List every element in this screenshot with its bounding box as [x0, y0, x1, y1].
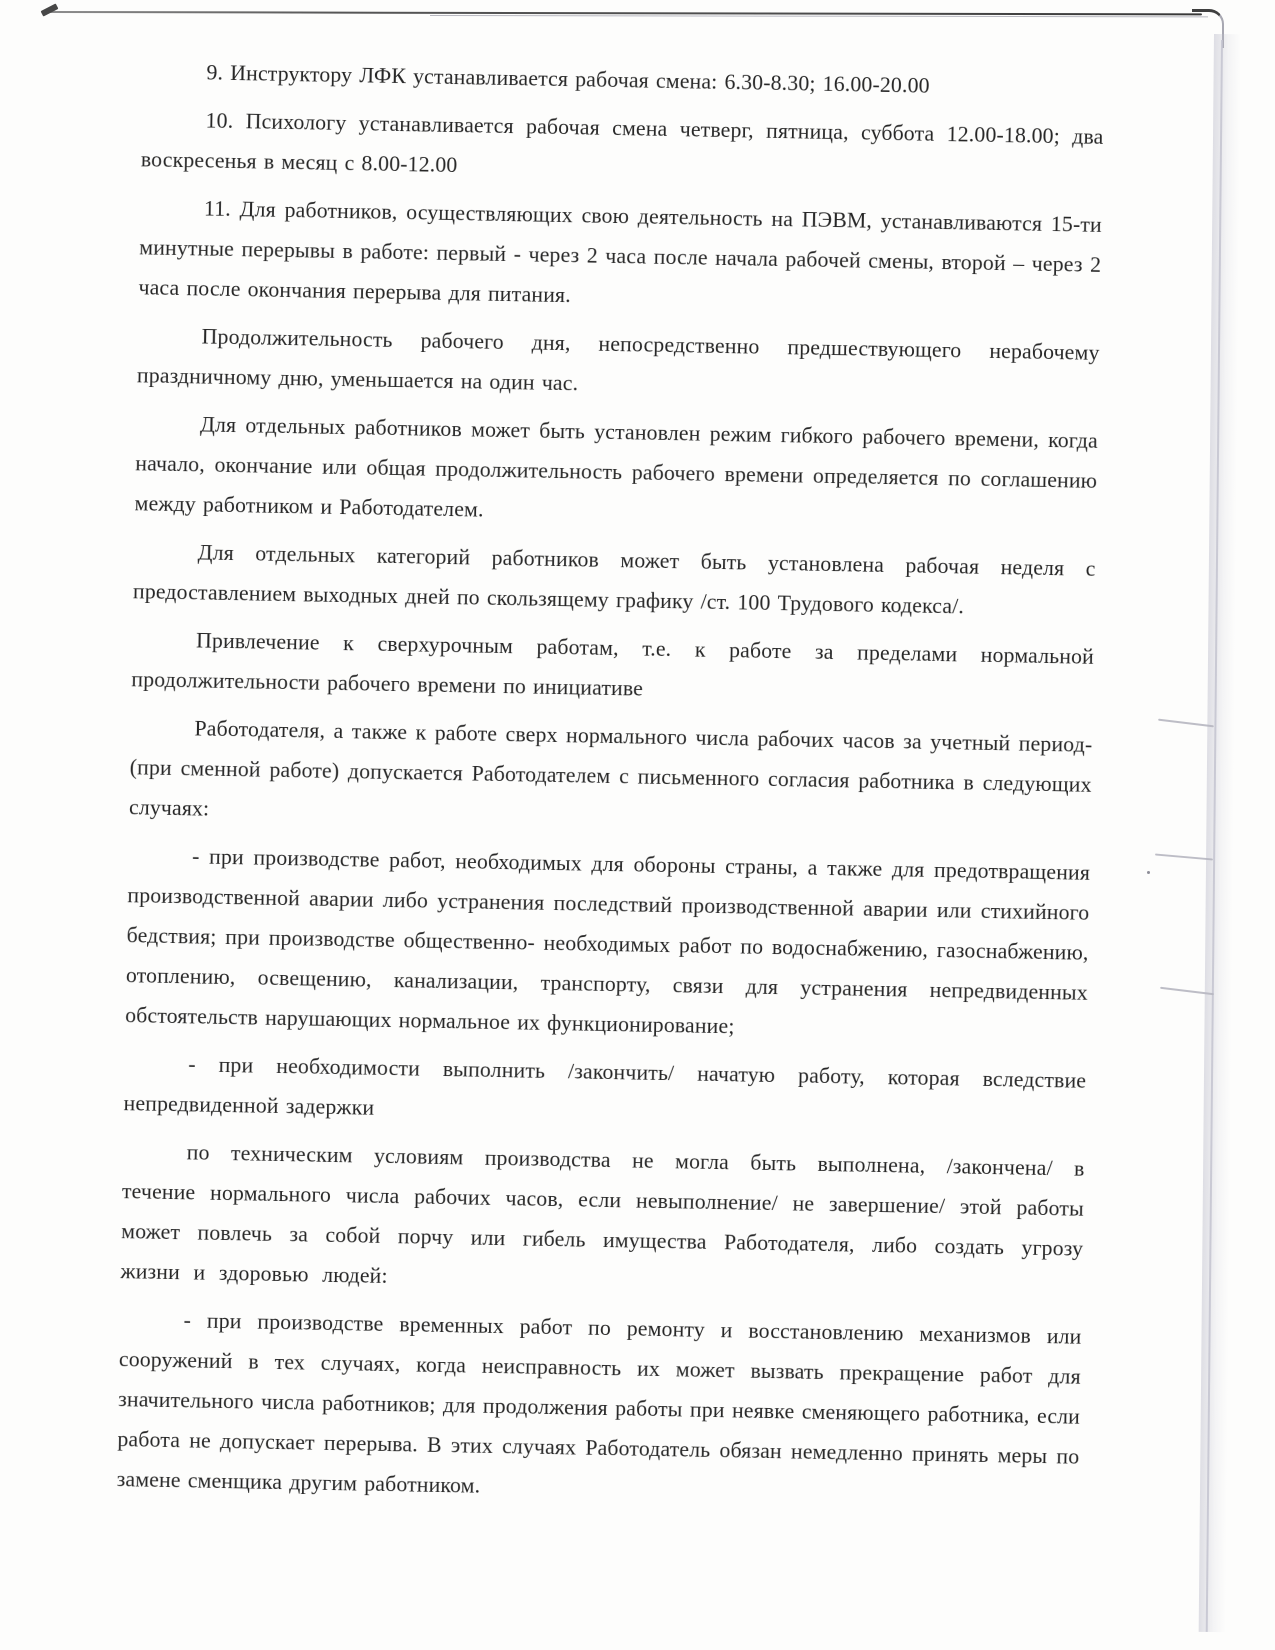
scan-crease-mark [1155, 853, 1213, 860]
scan-speck [1147, 871, 1150, 874]
paragraph-item-9: 9. Инструктору ЛФК устанавливается рабочая смена: 6.30-8.30; 16.00-20.00 [206, 60, 930, 98]
document-text [116, 51, 1105, 1524]
paragraph-overtime-intro: Привлечение к сверхурочным работам, т.е. к работе за пределами нормальной продолжительности рабочего времени по инициативе [131, 628, 1095, 701]
paragraph-case-temporary-repairs: - при производстве временных работ по ремонту и восстановлению механизмов или сооружений в тех случаях, когда неисправность их может вызвать прекращение работ для значительного числа работников; для продолжения работы при неявке сменяющего работника, если работа не допускает перерыва. В этих случаях Работодатель обязан немедленно принять меры по замене сменщика другим работником. [116, 1308, 1082, 1498]
paragraph-day-before-holiday: Продолжительность рабочего дня, непосредственно предшествующего нерабочему праздничному дню, уменьшается на один час. [136, 324, 1100, 396]
paragraph-overtime-consent: Работодателя, а также к работе сверх нормального числа рабочих часов за учетный период- (при сменной работе) допускается Работодателем с письменного согласия работника в следующих случаях: [128, 716, 1093, 821]
paragraph-flexible-schedule: Для отдельных работников может быть установлен режим гибкого рабочего времени, когда начало, окончание или общая продолжительность рабочего времени определяется по соглашению между работником и Работодателем. [134, 412, 1099, 522]
paragraph-sliding-schedule: Для отдельных категорий работников может быть установлена рабочая неделя с предоставлением выходных дней по скользящему графику /ст. 100 Трудового кодекса/. [132, 540, 1096, 619]
paragraph-item-11: 11. Для работников, осуществляющих свою деятельность на ПЭВМ, устанавливаются 15-ти минутные перерывы в работе: первый - через 2 часа после начала рабочей смены, второй – через 2 часа после окончания перерыва для питания. [138, 196, 1103, 308]
scan-top-edge-hook [41, 3, 59, 16]
paragraph-case-finish-work: - при необходимости выполнить /закончить/ начатую работу, которая вследствие непредвиденной задержки [123, 1052, 1087, 1120]
scan-top-edge-thin-line [430, 15, 1208, 17]
scan-crease-mark [1158, 719, 1214, 728]
paragraph-case-defense: - при производстве работ, необходимых для обороны страны, а также для предотвращения производственной аварии либо устранения последствий производственной аварии или стихийного бедствия; при производстве общественно- необходимых работ по водоснабжению, газоснабжению, отоплению, освещению, канализации, транспорту, связи для устранения непредвиденных обстоятельств нарушающих нормальное их функционирование; [125, 844, 1091, 1039]
paragraph-item-10: 10. Психологу устанавливается рабочая смена четверг, пятница, суббота 12.00-18.00; два воскресенья в месяц с 8.00-12.00 [140, 108, 1104, 178]
paragraph-case-finish-work-cont: по техническим условиям производства не могла быть выполнена, /закончена/ в течение нормального числа рабочих часов, если невыполнение/ не завершение/ этой работы может повлечь за собой порчу или гибель имущества Работодателя, либо создать угрозу жизни и здоровью людей: [120, 1140, 1085, 1288]
scan-right-edge-shadow [1199, 34, 1241, 1632]
